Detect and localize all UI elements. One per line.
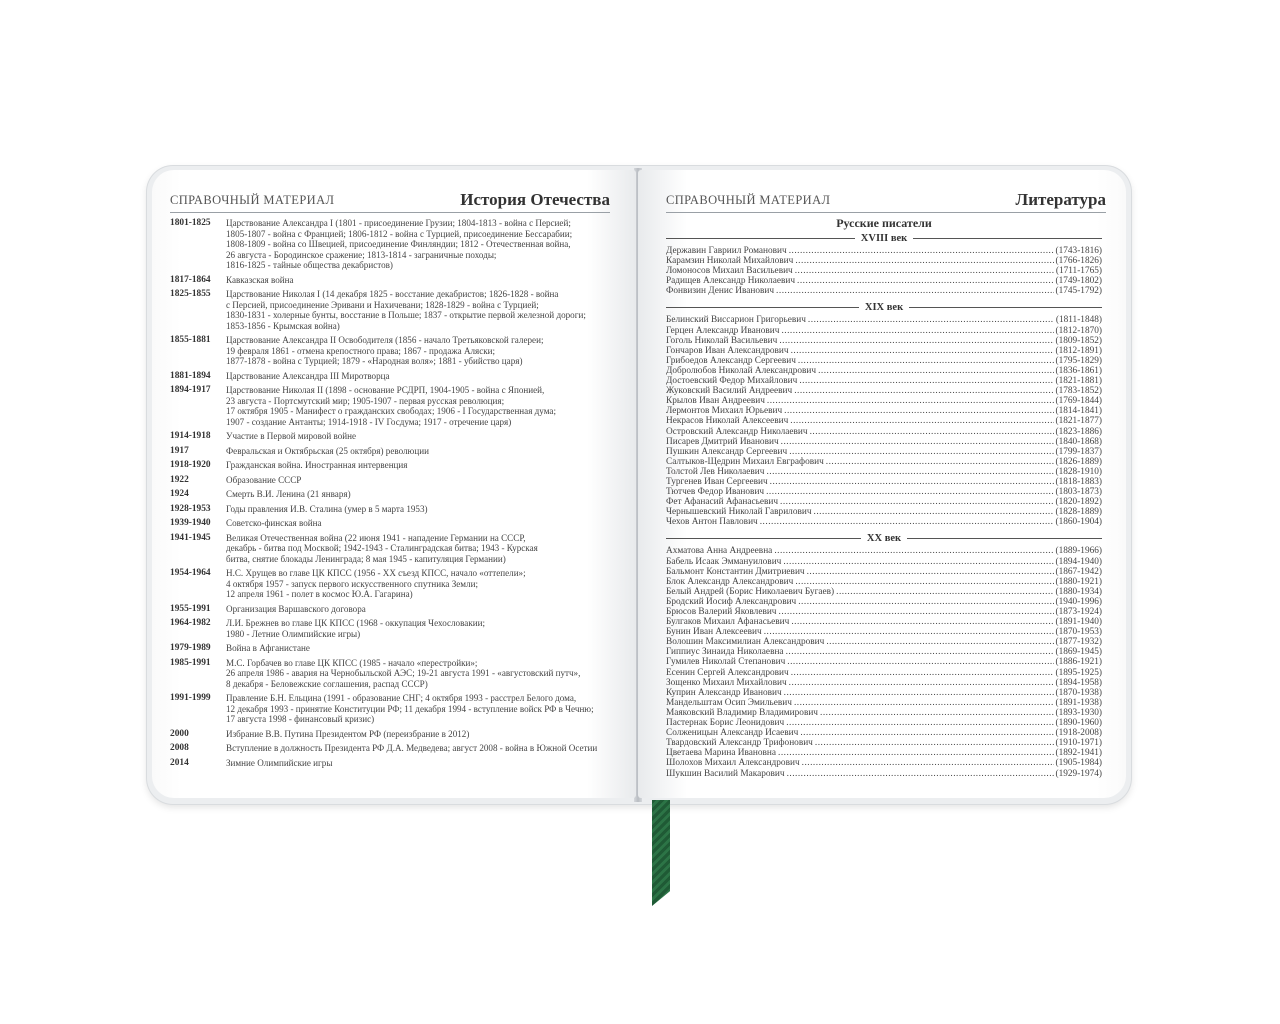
history-entry-text: Царствование Александра I (1801 - присоединение Грузии; 1804-1813 - война с Персией; 1805-1807 - война с Францией; 1806-1812 - война с Турцией, присоединение Бессарабии; 1808-1809 - война со Швецией, присоединение Финляндии; 1812 - Отечественная война, 26 августа - Бородинское сражение; 1813-1814 - заграничные походы; 1816-1825 - тайные общества декабристов) <box>226 218 573 270</box>
writer-row <box>666 336 1102 346</box>
writer-name: Шукшин Василий Макарович <box>666 768 785 779</box>
writer-row <box>666 286 1102 296</box>
writer-years: (1892-1941) <box>1055 748 1102 759</box>
writer-row <box>666 546 1102 556</box>
writer-row <box>666 386 1102 396</box>
century-spacer <box>666 527 1102 531</box>
writer-row <box>666 769 1102 779</box>
history-entry-text: М.С. Горбачев во главе ЦК КПСС (1985 - начало «перестройки»; 26 апреля 1986 - авария на Чернобыльской АЭС; 19-21 августа 1991 - «августовский путч», 8 декабря - Беловежские соглашения, распад СССР) <box>226 657 581 689</box>
writer-row <box>666 266 1102 276</box>
writer-years: (1821-1881) <box>1055 376 1102 387</box>
history-entry <box>170 604 610 615</box>
writer-years: (1910-1971) <box>1055 738 1102 749</box>
history-entry-text: Советско-финская война <box>226 518 322 528</box>
dot-leader <box>787 657 1053 667</box>
dot-leader <box>800 728 1053 738</box>
dot-leader <box>797 276 1054 286</box>
history-entry <box>170 475 610 486</box>
history-entry-text: Организация Варшавского договора <box>226 603 366 614</box>
writer-years: (1889-1966) <box>1055 546 1102 557</box>
writer-name: Бабель Исаак Эммануилович <box>666 556 782 567</box>
writer-row <box>666 607 1102 617</box>
history-entry-year: 1881-1894 <box>170 370 211 381</box>
writer-name: Бродский Иосиф Александрович <box>666 596 797 607</box>
writer-years: (1880-1934) <box>1055 586 1102 597</box>
writer-row <box>666 718 1102 728</box>
writer-years: (1814-1841) <box>1055 406 1102 417</box>
dot-leader <box>791 617 1053 627</box>
history-entry-text: Правление Б.Н. Ельцина (1991 - образование СНГ; 4 октября 1993 - расстрел Белого дома, 12 декабря 1993 - принятие Конституции РФ; 11 декабря 1994 - вступление войск РФ в Чечню; 17 августа 1998 - финансовый кризис) <box>226 693 594 724</box>
dot-leader <box>836 587 1053 597</box>
dot-leader <box>802 758 1054 768</box>
writer-years: (1870-1953) <box>1055 627 1102 638</box>
writer-name: Пастернак Борис Леонидович <box>666 718 785 729</box>
history-entry <box>170 758 610 769</box>
history-entry <box>170 275 610 286</box>
history-entry <box>170 533 610 565</box>
writer-row <box>666 246 1102 256</box>
writer-row <box>666 517 1102 527</box>
writer-row <box>666 557 1102 567</box>
history-entry-year: 1979-1989 <box>170 643 211 653</box>
writer-name: Радищев Александр Николаевич <box>666 276 796 287</box>
dot-leader <box>766 467 1053 477</box>
writer-years: (1905-1984) <box>1055 758 1102 769</box>
dot-leader <box>815 738 1054 748</box>
history-entry-text: Война в Афганистане <box>226 643 310 653</box>
dot-leader <box>820 708 1054 718</box>
history-entry-text: Царствование Александра III Миротворца <box>226 370 390 381</box>
writer-years: (1870-1938) <box>1055 687 1102 698</box>
dot-leader <box>789 447 1053 457</box>
dot-leader <box>798 356 1054 366</box>
history-entry <box>170 658 610 690</box>
dot-leader <box>767 396 1054 406</box>
history-entry <box>170 504 610 515</box>
writer-row <box>666 356 1102 366</box>
writer-row <box>666 577 1102 587</box>
writer-name: Гончаров Иван Александрович <box>666 345 789 356</box>
dot-leader <box>798 597 1053 607</box>
history-timeline <box>170 218 610 772</box>
history-entry-year: 1924 <box>170 489 189 499</box>
writer-years: (1821-1877) <box>1055 416 1102 427</box>
writer-name: Чернышевский Николай Гаврилович <box>666 507 812 518</box>
writer-name: Лермонтов Михаил Юрьевич <box>666 406 783 417</box>
dot-leader <box>807 567 1054 577</box>
writer-name: Куприн Александр Иванович <box>666 687 782 698</box>
bookmark-ribbon[interactable] <box>652 800 670 906</box>
history-entry-text: Великая Отечественная война (22 июня 1941 - нападение Германии на СССР, декабрь - битва под Москвой; 1942-1943 - Сталинградская битва; 1943 - Курская битва, снятие блокады Ленинграда; 8 мая 1945 - капитуляция Германии) <box>226 532 538 564</box>
dot-leader <box>794 386 1053 396</box>
right-header-title: Литература <box>1015 190 1106 209</box>
history-entry-text: Царствование Николая I (14 декабря 1825 - восстание декабристов; 1826-1828 - война с Персией, присоединение Эривани и Нахичевани; 1828-1829 - война с Турцией; 1830-1831 - холерные бунты, восстание в Польше; 1837 - открытие первой железной дороги; 1853-1856 - Крымская война) <box>226 289 586 331</box>
dot-leader <box>766 487 1053 497</box>
history-entry-text: Годы правления И.В. Сталина (умер в 5 марта 1953) <box>226 503 428 514</box>
writer-years: (1826-1889) <box>1055 456 1102 467</box>
writer-name: Ахматова Анна Андреевна <box>666 546 773 557</box>
writer-years: (1893-1930) <box>1055 707 1102 718</box>
dot-leader <box>826 637 1053 647</box>
dot-leader <box>787 769 1054 779</box>
writer-years: (1711-1765) <box>1055 266 1102 277</box>
writer-row <box>666 497 1102 507</box>
open-notebook <box>147 166 1131 804</box>
writer-name: Солженицын Александр Исаевич <box>666 728 799 739</box>
history-entry-text: Избрание В.В. Путина Президентом РФ (переизбрание в 2012) <box>226 728 470 739</box>
writer-row <box>666 366 1102 376</box>
dot-leader <box>799 376 1053 386</box>
writer-row <box>666 688 1102 698</box>
writer-name: Тургенев Иван Сергеевич <box>666 476 768 487</box>
writer-row <box>666 376 1102 386</box>
dot-leader <box>774 546 1053 556</box>
writer-years: (1828-1910) <box>1055 466 1102 477</box>
history-entry-year: 1922 <box>170 474 189 485</box>
writer-years: (1891-1938) <box>1055 697 1102 708</box>
writer-name: Островский Александр Николаевич <box>666 426 808 437</box>
dot-leader <box>784 406 1053 416</box>
writer-years: (1873-1924) <box>1055 607 1102 617</box>
writer-row <box>666 457 1102 467</box>
writer-years: (1836-1861) <box>1055 365 1102 376</box>
dot-leader <box>795 266 1054 276</box>
writer-name: Добролюбов Николай Александрович <box>666 365 817 376</box>
writer-years: (1803-1873) <box>1055 487 1102 498</box>
dot-leader <box>780 497 1053 507</box>
history-entry-text: Гражданская война. Иностранная интервенция <box>226 460 408 470</box>
history-entry-text: Кавказская война <box>226 274 294 285</box>
writer-name: Пушкин Александр Сергеевич <box>666 446 788 457</box>
writer-name: Бальмонт Константин Дмитриевич <box>666 566 805 577</box>
history-entry <box>170 431 610 442</box>
writer-name: Герцен Александр Иванович <box>666 325 780 336</box>
writer-years: (1795-1829) <box>1055 355 1102 366</box>
history-entry-text: Участие в Первой мировой войне <box>226 431 357 441</box>
writer-name: Толстой Лев Николаевич <box>666 466 765 477</box>
history-entry <box>170 618 610 639</box>
writer-name: Тютчев Федор Иванович <box>666 487 765 498</box>
left-page-header <box>170 184 610 213</box>
writer-name: Крылов Иван Андреевич <box>666 396 765 407</box>
writer-years: (1867-1942) <box>1055 566 1102 577</box>
century-heading <box>666 532 1102 545</box>
writer-years: (1860-1904) <box>1055 517 1102 528</box>
history-entry <box>170 335 610 367</box>
history-entry-year: 1855-1881 <box>170 335 211 345</box>
writer-name: Гиппиус Зинаида Николаевна <box>666 647 784 658</box>
writer-years: (1877-1932) <box>1055 637 1102 648</box>
history-entry <box>170 218 610 271</box>
history-entry-text: Царствование Александра II Освободителя (1856 - начало Третьяковской галереи; 19 февраля 1861 - отмена крепостного права; 1867 - продажа Аляски; 1877-1878 - война с Турцией; 1879 - «Народная воля»; 1881 - убийство царя) <box>226 335 544 366</box>
dot-leader <box>808 315 1054 325</box>
writer-years: (1811-1848) <box>1055 315 1102 326</box>
writer-row <box>666 668 1102 678</box>
writer-years: (1812-1891) <box>1055 345 1102 356</box>
writer-name: Маяковский Владимир Владимирович <box>666 707 818 718</box>
history-entry-year: 1985-1991 <box>170 657 211 668</box>
dot-leader <box>781 326 1053 336</box>
writer-name: Белый Андрей (Борис Николаевич Бугаев) <box>666 586 835 597</box>
writer-row <box>666 728 1102 738</box>
history-entry-year: 1954-1964 <box>170 568 211 578</box>
writer-row <box>666 256 1102 266</box>
writer-name: Блок Александр Александрович <box>666 576 794 587</box>
history-entry-text: Царствование Николая II (1898 - основание РСДРП, 1904-1905 - война с Японией, 23 августа - Портсмутский мир; 1905-1907 - первая русская революция; 17 октября 1905 - Манифест о гражданских свободах; 1906 - I Государственная дума; 1907 - создание Антанты; 1914-1918 - IV Госдума; 1917 - отречение царя) <box>226 385 556 427</box>
writer-name: Фонвизин Денис Иванович <box>666 286 775 297</box>
history-entry-year: 1939-1940 <box>170 518 211 528</box>
history-entry-year: 1955-1991 <box>170 603 211 614</box>
dot-leader <box>779 607 1054 617</box>
writer-row <box>666 748 1102 758</box>
history-entry-text: Н.С. Хрущев во главе ЦК КПСС (1956 - XX съезд КПСС, начало «оттепели»; 4 октября 1957 - запуск первого искусственного спутника Земли; 12 апреля 1961 - полет в космос Ю.А. Гагарина) <box>226 568 526 599</box>
history-entry-text: Смерть В.И. Ленина (21 января) <box>226 489 351 499</box>
writer-years: (1828-1889) <box>1055 507 1102 518</box>
writer-name: Державин Гавриил Романович <box>666 246 787 256</box>
writer-row <box>666 587 1102 597</box>
writer-row <box>666 708 1102 718</box>
dot-leader <box>778 748 1054 758</box>
century-label: XIX век <box>864 302 904 314</box>
dot-leader <box>786 647 1054 657</box>
history-entry-text: Л.И. Брежнев во главе ЦК КПСС (1968 - оккупация Чехословакии; 1980 - Летние Олимпийские игры) <box>226 618 485 639</box>
dot-leader <box>814 507 1054 517</box>
dot-leader <box>789 678 1054 688</box>
dot-leader <box>810 427 1054 437</box>
history-entry <box>170 518 610 529</box>
history-entry-year: 1917 <box>170 445 189 456</box>
history-entry <box>170 371 610 382</box>
writer-row <box>666 276 1102 286</box>
history-entry-year: 2000 <box>170 728 189 739</box>
history-entry-year: 1918-1920 <box>170 460 211 470</box>
history-entry <box>170 489 610 500</box>
history-entry-year: 1928-1953 <box>170 503 211 514</box>
dot-leader <box>794 698 1054 708</box>
writer-years: (1840-1868) <box>1055 436 1102 447</box>
writer-row <box>666 447 1102 457</box>
writer-years: (1918-2008) <box>1055 728 1102 739</box>
history-entry <box>170 385 610 427</box>
history-entry-text: Образование СССР <box>226 474 302 485</box>
dot-leader <box>784 688 1054 698</box>
writer-name: Ломоносов Михаил Васильевич <box>666 266 793 277</box>
writer-years: (1940-1996) <box>1055 596 1102 607</box>
history-entry-year: 2008 <box>170 743 189 753</box>
dot-leader <box>818 366 1053 376</box>
history-entry-year: 1941-1945 <box>170 532 211 543</box>
history-entry <box>170 446 610 457</box>
writer-name: Бунин Иван Алексеевич <box>666 627 762 638</box>
writer-row <box>666 738 1102 748</box>
writer-years: (1743-1816) <box>1055 246 1102 256</box>
writer-name: Белинский Виссарион Григорьевич <box>666 315 806 326</box>
writer-years: (1880-1921) <box>1055 576 1102 587</box>
writer-years: (1766-1826) <box>1055 256 1102 267</box>
dot-leader <box>790 416 1053 426</box>
writer-row <box>666 406 1102 416</box>
history-entry-text: Февральская и Октябрьская (25 октября) революции <box>226 445 429 456</box>
dot-leader <box>789 246 1054 256</box>
writer-name: Брюсов Валерий Яковлевич <box>666 607 777 617</box>
writer-row <box>666 315 1102 325</box>
century-heading <box>666 301 1102 314</box>
writer-row <box>666 326 1102 336</box>
writer-years: (1869-1945) <box>1055 647 1102 658</box>
writer-row <box>666 567 1102 577</box>
right-page-header <box>666 184 1106 213</box>
writer-row <box>666 678 1102 688</box>
history-entry-year: 1914-1918 <box>170 431 211 441</box>
dot-leader <box>764 627 1054 637</box>
writer-row <box>666 627 1102 637</box>
writer-row <box>666 396 1102 406</box>
writer-name: Булгаков Михаил Афанасьевич <box>666 617 790 628</box>
writer-years: (1895-1925) <box>1055 667 1102 678</box>
writer-years: (1820-1892) <box>1055 497 1102 508</box>
writer-name: Гоголь Николай Васильевич <box>666 335 778 346</box>
century-label: XVIII век <box>860 233 908 244</box>
writer-name: Чехов Антон Павлович <box>666 517 758 528</box>
century-spacer <box>666 296 1102 300</box>
writer-row <box>666 416 1102 426</box>
dot-leader <box>760 517 1054 527</box>
history-entry-year: 1894-1917 <box>170 385 211 395</box>
writer-years: (1783-1852) <box>1055 386 1102 397</box>
writer-row <box>666 657 1102 667</box>
left-header-section-label: СПРАВОЧНЫЙ МАТЕРИАЛ <box>170 193 335 207</box>
writer-years: (1886-1921) <box>1055 657 1102 668</box>
writer-row <box>666 617 1102 627</box>
writer-name: Грибоедов Александр Сергеевич <box>666 355 796 366</box>
history-entry <box>170 693 610 725</box>
writer-years: (1894-1940) <box>1055 556 1102 567</box>
dot-leader <box>781 437 1054 447</box>
history-entry-year: 1964-1982 <box>170 618 211 628</box>
writer-name: Цветаева Марина Ивановна <box>666 748 776 759</box>
history-entry <box>170 743 610 754</box>
writer-row <box>666 507 1102 517</box>
writer-row <box>666 758 1102 768</box>
history-entry-year: 1825-1855 <box>170 289 211 299</box>
writer-row <box>666 637 1102 647</box>
writer-years: (1823-1886) <box>1055 426 1102 437</box>
right-header-section-label: СПРАВОЧНЫЙ МАТЕРИАЛ <box>666 193 831 207</box>
writer-name: Твардовский Александр Трифонович <box>666 738 813 749</box>
history-entry-year: 1801-1825 <box>170 218 211 228</box>
century-label: XX век <box>866 533 902 545</box>
writer-row <box>666 467 1102 477</box>
writer-years: (1769-1844) <box>1055 396 1102 407</box>
dot-leader <box>776 286 1053 296</box>
history-entry <box>170 289 610 331</box>
writer-row <box>666 346 1102 356</box>
dot-leader <box>786 718 1053 728</box>
writer-row <box>666 487 1102 497</box>
dot-leader <box>795 577 1053 587</box>
dot-leader <box>795 256 1053 266</box>
writer-name: Шолохов Михаил Александрович <box>666 758 800 769</box>
writer-name: Салтыков-Щедрин Михаил Евграфович <box>666 456 824 467</box>
writer-name: Жуковский Василий Андреевич <box>666 386 793 397</box>
history-entry-text: Вступление в должность Президента РФ Д.А. Медведева; август 2008 - война в Южной Осетии <box>226 743 598 753</box>
history-entry-year: 2014 <box>170 757 189 768</box>
writer-name: Гумилев Николай Степанович <box>666 657 786 668</box>
right-page <box>638 170 1126 798</box>
dot-leader <box>783 557 1053 567</box>
dot-leader <box>826 457 1054 467</box>
writer-name: Мандельштам Осип Эмильевич <box>666 697 792 708</box>
writer-name: Некрасов Николай Алексеевич <box>666 416 789 427</box>
writer-years: (1891-1940) <box>1055 617 1102 628</box>
writer-name: Волошин Максимилиан Александрович <box>666 637 825 648</box>
history-entry <box>170 568 610 600</box>
writer-years: (1890-1960) <box>1055 718 1102 729</box>
dot-leader <box>791 346 1054 356</box>
writer-name: Достоевский Федор Михайлович <box>666 376 798 387</box>
writer-name: Карамзин Николай Михайлович <box>666 256 794 267</box>
writer-years: (1818-1883) <box>1055 476 1102 487</box>
writer-name: Есенин Сергей Александрович <box>666 667 789 678</box>
writer-years: (1745-1792) <box>1055 286 1102 297</box>
writer-years: (1799-1837) <box>1055 446 1102 457</box>
history-entry <box>170 460 610 471</box>
writer-row <box>666 477 1102 487</box>
writer-name: Зощенко Михаил Михайлович <box>666 677 787 688</box>
history-entry <box>170 643 610 654</box>
writer-row <box>666 437 1102 447</box>
writer-row <box>666 427 1102 437</box>
dot-leader <box>791 668 1054 678</box>
history-entry-text: Зимние Олимпийские игры <box>226 757 333 768</box>
writer-years: (1812-1870) <box>1055 325 1102 336</box>
writers-section-title: Русские писатели <box>836 216 932 230</box>
writer-row <box>666 597 1102 607</box>
writer-row <box>666 647 1102 657</box>
writer-years: (1809-1852) <box>1055 335 1102 346</box>
writer-years: (1894-1958) <box>1055 677 1102 688</box>
history-entry-year: 1991-1999 <box>170 693 211 703</box>
writer-name: Фет Афанасий Афанасьевич <box>666 497 779 508</box>
writer-row <box>666 698 1102 708</box>
dot-leader <box>770 477 1054 487</box>
century-heading <box>666 232 1102 245</box>
history-entry <box>170 729 610 740</box>
dot-leader <box>779 336 1053 346</box>
writer-years: (1929-1974) <box>1055 768 1102 779</box>
writers-list <box>666 214 1102 779</box>
left-header-title: История Отечества <box>460 190 610 209</box>
left-page <box>152 170 636 798</box>
history-entry-year: 1817-1864 <box>170 274 211 285</box>
writer-name: Писарев Дмитрий Иванович <box>666 436 779 447</box>
writer-years: (1749-1802) <box>1055 276 1102 287</box>
